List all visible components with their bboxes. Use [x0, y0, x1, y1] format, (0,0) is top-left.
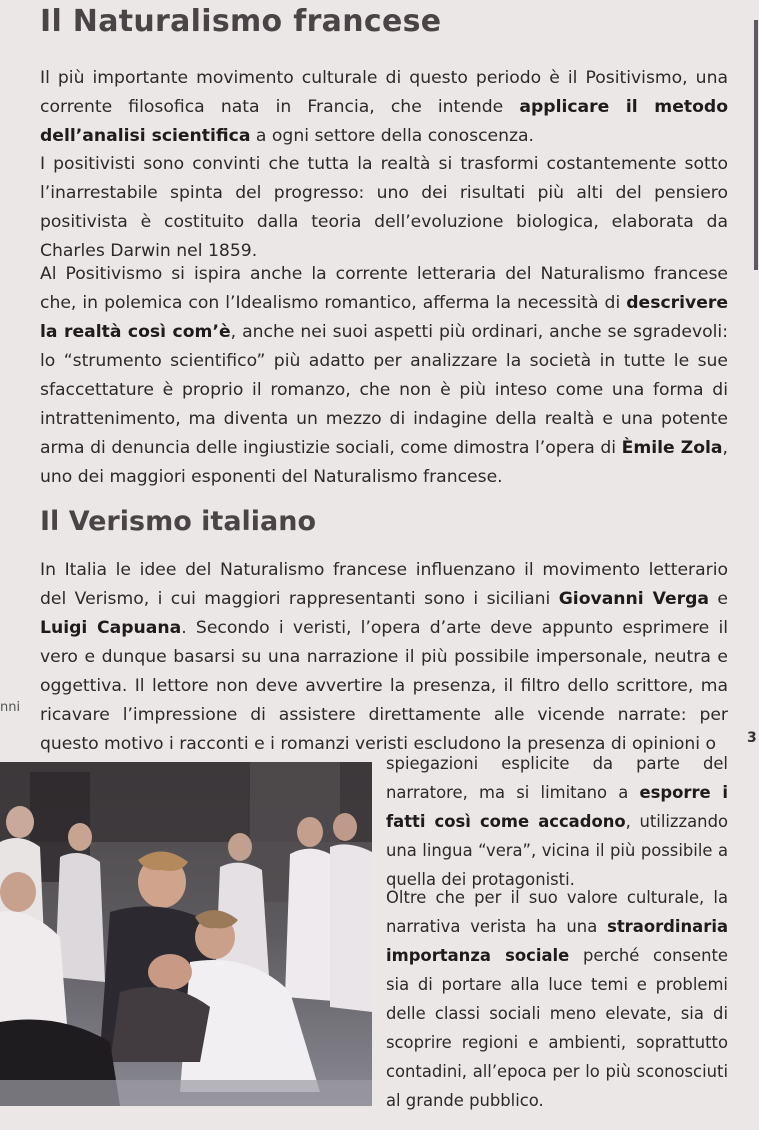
bold-run: esporre i fatti così come accadono [386, 783, 728, 831]
section-title-verismo: Il Verismo italiano [40, 506, 317, 537]
photo-illustration [0, 762, 372, 1106]
opera-stage-photo [0, 762, 372, 1106]
paragraph-positivisti: I positivisti sono convinti che tutta la realtà si trasformi costantemente sotto l’inarrestabile spinta del progresso: uno dei risultati più alti del pensiero positivista è costituito dalla teoria dell’evoluzione biologica, elaborata da Charles Darwin nel 1859. [40, 154, 728, 261]
bold-run: descrivere la realtà così com’è [40, 293, 728, 342]
section-title-naturalismo: Il Naturalismo francese [40, 4, 442, 39]
text-run: e [709, 589, 728, 609]
text-run: a ogni settore della conoscenza. [250, 126, 534, 146]
bold-run: applicare il metodo dell’analisi scientifica [40, 97, 729, 146]
text-run: Oltre che per il suo valore culturale, la narrativa verista ha una [386, 888, 728, 936]
text-run: Il più importante movimento culturale di questo periodo è il Positivismo, una corrente filosofica nata in Francia, che intende [40, 68, 728, 117]
paragraph-importanza-sociale [386, 883, 728, 1115]
left-margin-fragment: nni [0, 700, 21, 715]
text-run: Al Positivismo si ispira anche la corrente letteraria del Naturalismo francese che, in polemica con l’Idealismo romantico, afferma la necessità di [40, 264, 728, 313]
bold-run: Luigi Capuana [40, 618, 182, 638]
paragraph-verismo [40, 556, 728, 759]
text-run: , utilizzando una lingua “vera”, vicina il più possibile a quella dei protagonisti. [386, 812, 728, 889]
bold-run: Èmile Zola [621, 438, 723, 458]
text-run: , uno dei maggiori esponenti del Naturalismo francese. [40, 438, 728, 487]
paragraph-narratore [386, 749, 728, 894]
bold-run: straordinaria importanza sociale [386, 917, 728, 965]
paragraph-naturalismo [40, 260, 728, 492]
text-run: . Secondo i veristi, l’opera d’arte deve appunto esprimere il vero e dunque basarsi su una narrazione il più possibile impersonale, neutra e oggettiva. Il lettore non deve avvertire la presenza, il filtro dello scrittore, ma ricavare l’impressione di assistere direttamente alle vicende narrate: per questo motivo i racconti e i romanzi veristi escludono la presenza di opinioni o [40, 618, 728, 754]
text-run: perché consente sia di portare alla luce temi e problemi delle classi sociali meno elevate, sia di scoprire regioni e ambienti, soprattutto contadini, all’epoca per lo più sconosciuti al grande pubblico. [386, 946, 728, 1110]
right-margin-number: 3 [747, 730, 757, 746]
text-run: spiegazioni esplicite da parte del narratore, ma si limitano a [386, 754, 728, 802]
bold-run: Giovanni Verga [558, 589, 709, 609]
margin-rule [754, 20, 758, 270]
text-run: , anche nei suoi aspetti più ordinari, anche se sgradevoli: lo “strumento scientifico” più adatto per analizzare la società in tutte le sue sfaccettature è proprio il romanzo, che non è più inteso come una forma di intrattenimento, ma diventa un mezzo di indagine della realtà e una potente arma di denuncia delle ingiustizie sociali, come dimostra l’opera di [40, 322, 728, 458]
paragraph-positivismo [40, 64, 728, 151]
text-run: In Italia le idee del Naturalismo francese influenzano il movimento letterario del Verismo, i cui maggiori rappresentanti sono i siciliani [40, 560, 728, 609]
